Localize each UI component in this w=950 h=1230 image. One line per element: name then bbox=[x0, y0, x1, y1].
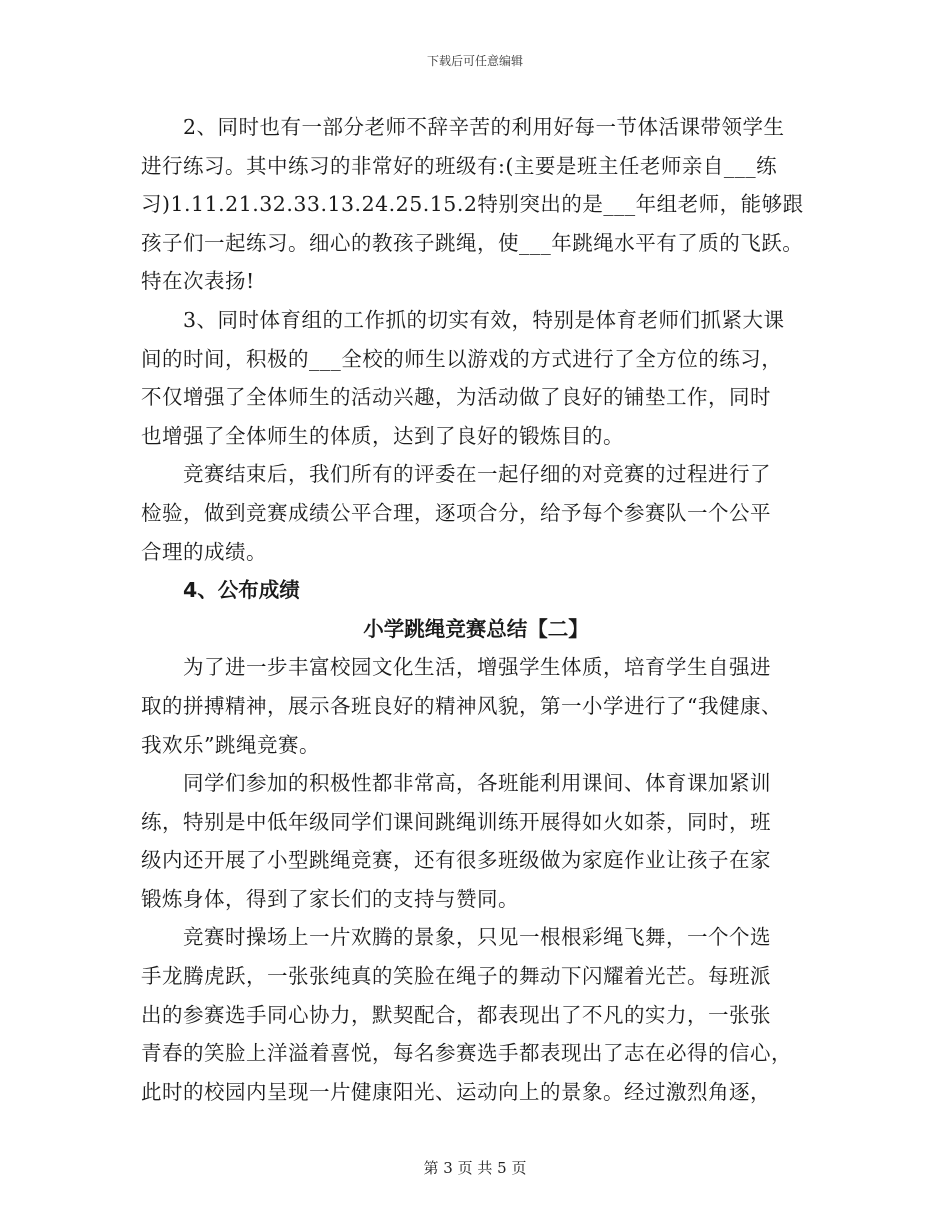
paragraph-line: 为了进一步丰富校园文化生活，增强学生体质，培育学生自强进 bbox=[183, 655, 771, 680]
paragraph-line: 特在次表扬! bbox=[141, 269, 255, 294]
paragraph-line: 不仅增强了全体师生的活动兴趣，为活动做了良好的铺垫工作，同时 bbox=[141, 385, 771, 410]
paragraph-line: 锻炼身体，得到了家长们的支持与赞同。 bbox=[141, 886, 519, 911]
paragraph-line: 合理的成绩。 bbox=[141, 539, 267, 564]
paragraph-line: 取的拼搏精神，展示各班良好的精神风貌，第一小学进行了“我健康、 bbox=[141, 693, 782, 718]
paragraph-line: 出的参赛选手同心协力，默契配合，都表现出了不凡的实力，一张张 bbox=[141, 1002, 771, 1027]
paragraph-line: 级内还开展了小型跳绳竞赛，还有很多班级做为家庭作业让孩子在家 bbox=[141, 848, 771, 873]
paragraph-line: 检验，做到竞赛成绩公平合理，逐项合分，给予每个参赛队一个公平 bbox=[141, 500, 771, 525]
paragraph-line: 2、同时也有一部分老师不辞辛苦的利用好每一节体活课带领学生 bbox=[183, 115, 785, 139]
paragraph-line: 同学们参加的积极性都非常高，各班能利用课间、体育课加紧训 bbox=[183, 771, 771, 796]
paragraph bbox=[141, 648, 811, 764]
paragraph-line: 竞赛结束后，我们所有的评委在一起仔细的对竞赛的过程进行了 bbox=[183, 462, 771, 487]
paragraph-line: 练，特别是中低年级同学们课间跳绳训练开展得如火如荼，同时，班 bbox=[141, 809, 771, 834]
paragraph-line: 进行练习。其中练习的非常好的班级有:(主要是班主任老师亲自___练 bbox=[141, 153, 778, 178]
paragraph bbox=[141, 918, 811, 1111]
paragraph-line: 我欢乐”跳绳竞赛。 bbox=[141, 732, 320, 757]
paragraph-line: 3、同时体育组的工作抓的切实有效，特别是体育老师们抓紧大课 bbox=[183, 307, 785, 332]
paragraph-line: 此时的校园内呈现一片健康阳光、运动向上的景象。经过激烈角逐， bbox=[141, 1079, 771, 1104]
section-heading: 4、公布成绩 bbox=[183, 578, 300, 603]
paragraph bbox=[141, 455, 811, 571]
paragraph-line: 也增强了全体师生的体质，达到了良好的锻炼目的。 bbox=[141, 423, 624, 448]
paragraph-line: 青春的笑脸上洋溢着喜悦，每名参赛选手都表现出了志在必得的信心， bbox=[141, 1041, 792, 1066]
paragraph-line: 孩子们一起练习。细心的教孩子跳绳，使___年跳绳水平有了质的飞跃。 bbox=[141, 230, 804, 255]
page-footer-page-number: 第 3 页 共 5 页 bbox=[423, 1159, 527, 1177]
paragraph bbox=[141, 108, 811, 301]
paragraph-line: 手龙腾虎跃，一张张纯真的笑脸在绳子的舞动下闪耀着光芒。每班派 bbox=[141, 964, 771, 989]
paragraph-line: 竞赛时操场上一片欢腾的景象，只见一根根彩绳飞舞，一个个选 bbox=[183, 925, 771, 950]
document-body bbox=[141, 108, 811, 1111]
page-header-note: 下载后可任意编辑 bbox=[426, 54, 523, 68]
paragraph-line: 习)1.11.21.32.33.13.24.25.15.2特别突出的是___年组老师，能够跟 bbox=[141, 192, 804, 217]
paragraph-line: 间的时间，积极的___全校的师生以游戏的方式进行了全方位的练习， bbox=[141, 346, 783, 371]
paragraph bbox=[141, 764, 811, 918]
article-title: 小学跳绳竞赛总结【二】 bbox=[363, 616, 589, 641]
paragraph bbox=[141, 301, 811, 455]
